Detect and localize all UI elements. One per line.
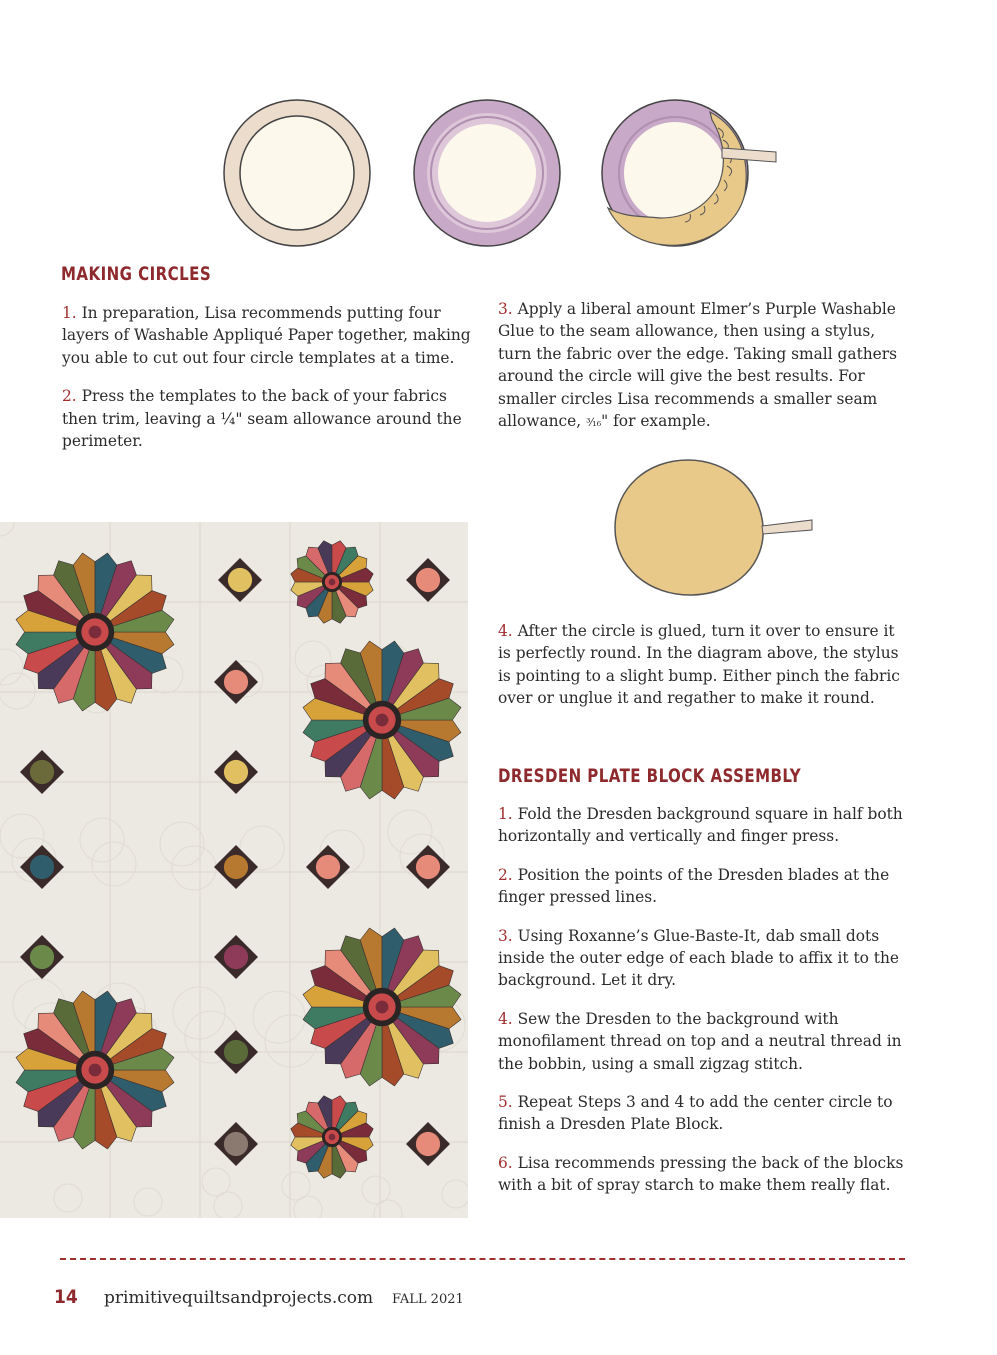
dresden-step-5: 5. Repeat Steps 3 and 4 to add the center circle to finish a Dresden Plate Block. (498, 1093, 893, 1134)
making-circles-step-4-column (498, 620, 908, 726)
dresden-steps (498, 803, 908, 1213)
making-circles-right-column (498, 298, 908, 450)
dresden-plate-block (16, 553, 174, 711)
making-circles-step-3: 3. Apply a liberal amount Elmer’s Purple Washable Glue to the seam allowance, then using a stylus, turn the fabric over the edge. Taking small gathers around the circle will give the best results. For smaller circles Lisa recommends a smaller seam allowance, ³⁄₁₆" for example. (498, 300, 898, 431)
dresden-step-1: 1. Fold the Dresden background square in half both horizontally and vertically and finger press. (498, 805, 903, 846)
dresden-plate-block (16, 991, 174, 1149)
page-number: 14 (54, 1286, 78, 1308)
dresden-assembly-heading: DRESDEN PLATE BLOCK ASSEMBLY (498, 765, 802, 787)
issue-label: FALL 2021 (392, 1292, 464, 1307)
finished-circle-stylus-diagram (612, 458, 818, 598)
making-circles-step-1: 1. In preparation, Lisa recommends putting four layers of Washable Appliqué Paper together, making you able to cut out four circle templates at a time. (62, 304, 471, 367)
dresden-plate-block (303, 928, 461, 1086)
dresden-step-6: 6. Lisa recommends pressing the back of the blocks with a bit of spray starch to make them really flat. (498, 1153, 904, 1195)
circle-fabric-diagram (412, 98, 562, 248)
circle-template-diagram (222, 98, 372, 248)
circle-gathering-diagram (600, 98, 782, 250)
making-circles-left-column (62, 302, 472, 468)
dresden-step-3: 3. Using Roxanne’s Glue-Baste-It, dab small dots inside the outer edge of each blade to affix it to the background. Let it dry. (498, 926, 899, 990)
footer-divider (60, 1258, 905, 1260)
dresden-step-4: 4. Sew the Dresden to the background with monofilament thread on top and a neutral thread in the bobbin, using a small zigzag stitch. (498, 1009, 902, 1073)
dresden-plate-block (303, 641, 461, 799)
making-circles-heading: MAKING CIRCLES (61, 263, 212, 285)
website-link: primitivequiltsandprojects.com (104, 1288, 374, 1308)
making-circles-step-4: 4. After the circle is glued, turn it over to ensure it is perfectly round. In the diagram above, the stylus is pointing to a slight bump. Either pinch the fabric over or unglue it and regather to make it round. (498, 622, 900, 708)
making-circles-step-2: 2. Press the templates to the back of your fabrics then trim, leaving a ¼" seam allowance around the perimeter. (62, 387, 462, 451)
dresden-step-2: 2. Position the points of the Dresden blades at the finger pressed lines. (498, 865, 890, 907)
dresden-quilt-photo (0, 522, 468, 1218)
